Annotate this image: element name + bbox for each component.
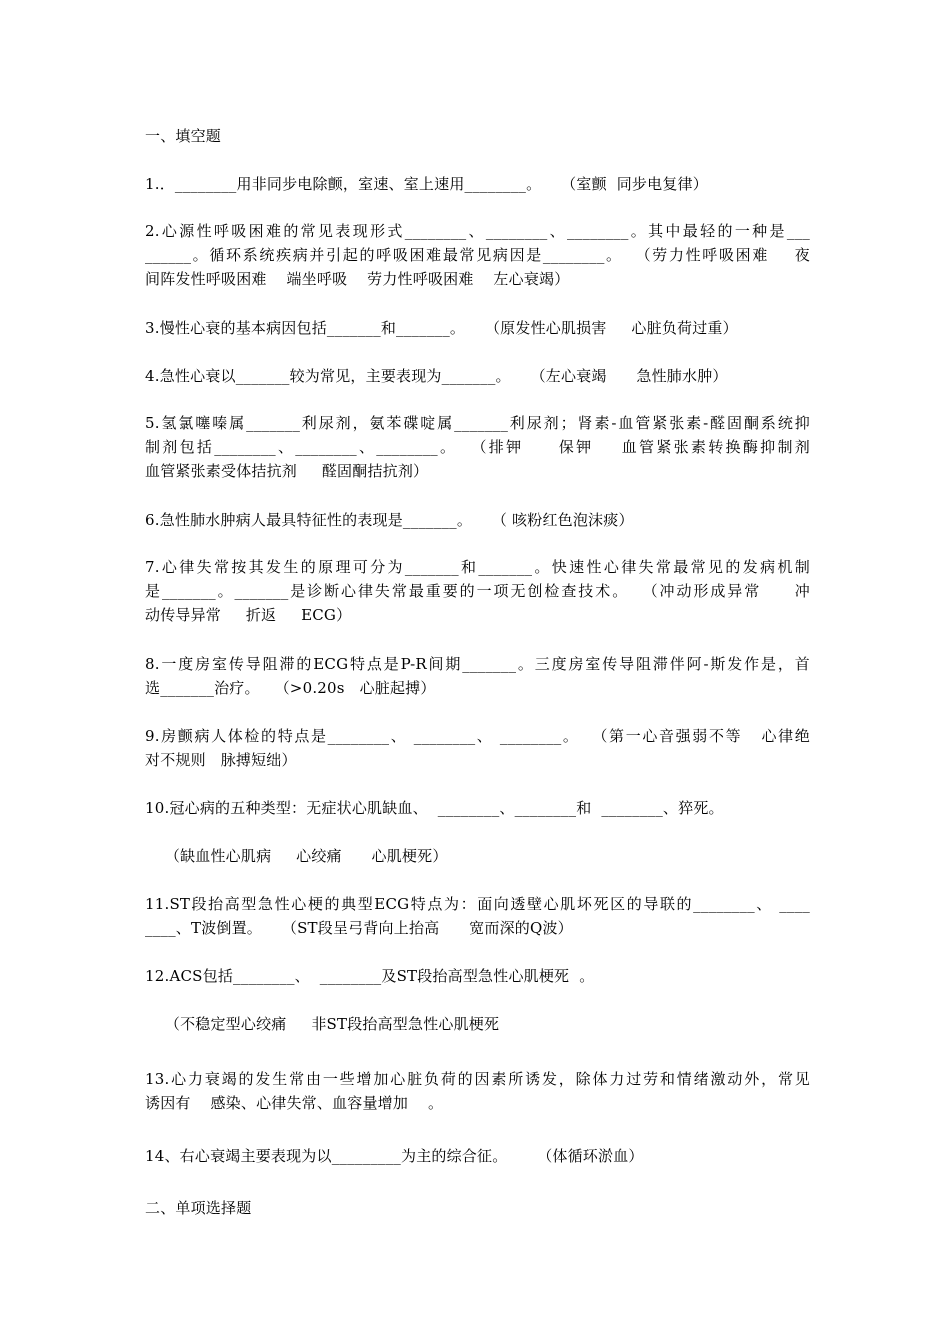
question-2-line-2: ______。循环系统疾病并引起的呼吸困难最常见病因是________。 （劳力性呼吸困难 夜 [145, 246, 810, 264]
question-5-line-1: 5.氢氯噻嗪属_______利尿剂，氨苯碟啶属_______利尿剂；肾素-血管紧张素-醛固酮系统抑 [145, 414, 810, 432]
question-1-line-1: 1.．________用非同步电除颤，室速、室上速用________。 （室颤 同步电复律） [145, 175, 708, 193]
question-2-line-1: 2.心源性呼吸困难的常见表现形式________、________、________。其中最轻的一种是___ [145, 222, 810, 240]
question-13-line-1: 13.心力衰竭的发生常由一些增加心脏负荷的因素所诱发，除体力过劳和情绪激动外，常见 [145, 1070, 810, 1088]
question-10-line-1: 10.冠心病的五种类型：无症状心肌缺血、 ________、________和 ________、猝死。 [145, 799, 724, 817]
question-5-line-3: 血管紧张素受体拮抗剂 醛固酮拮抗剂） [145, 462, 429, 480]
section-title-single-choice: 二、单项选择题 [145, 1199, 252, 1217]
question-7-line-3: 动传导异常 折返 ECG） [145, 606, 352, 624]
question-8-line-2: 选_______治疗。 （>0.20s 心脏起搏） [145, 679, 436, 697]
question-13-line-2: 诱因有 感染、心律失常、血容量增加 。 [145, 1094, 444, 1112]
question-11-line-1: 11.ST段抬高型急性心梗的典型ECG特点为：面向透壁心肌坏死区的导联的________、 ____ [145, 895, 810, 913]
question-12-line-1: 12.ACS包括________、 ________及ST段抬高型急性心肌梗死 。 [145, 967, 595, 985]
question-4-line-1: 4.急性心衰以_______较为常见，主要表现为_______。 （左心衰竭 急性肺水肿） [145, 367, 728, 385]
question-7-line-2: 是_______。_______是诊断心律失常最重要的一项无创检查技术。 （冲动形成异常 冲 [145, 582, 810, 600]
question-6-line-1: 6.急性肺水肿病人最具特征性的表现是_______。 （ 咳粉红色泡沫痰） [145, 511, 634, 529]
question-12-answer: （不稳定型心绞痛 非ST段抬高型急性心肌梗死 [145, 1015, 500, 1033]
question-9-line-2: 对不规则 脉搏短绌） [145, 751, 297, 769]
question-7-line-1: 7.心律失常按其发生的原理可分为_______和_______。快速性心律失常最常见的发病机制 [145, 558, 810, 576]
question-14-line-1: 14、右心衰竭主要表现为以_________为主的综合征。 （体循环淤血） [145, 1147, 644, 1165]
section-title-fill-blank: 一、填空题 [145, 127, 222, 145]
question-11-line-2: ____、T波倒置。 （ST段呈弓背向上抬高 宽而深的Q波） [145, 919, 573, 937]
question-3-line-1: 3.慢性心衰的基本病因包括_______和_______。 （原发性心肌损害 心脏负荷过重） [145, 319, 738, 337]
question-8-line-1: 8.一度房室传导阻滞的ECG特点是P-R间期_______。三度房室传导阻滞伴阿-斯发作是，首 [145, 655, 810, 673]
question-2-line-3: 间阵发性呼吸困难 端坐呼吸 劳力性呼吸困难 左心衰竭） [145, 270, 570, 288]
question-9-line-1: 9.房颤病人体检的特点是________、 ________、 ________。 （第一心音强弱不等 心律绝 [145, 727, 810, 745]
question-5-line-2: 制剂包括________、________、________。 （排钾 保钾 血管紧张素转换酶抑制剂 [145, 438, 810, 456]
question-10-answer: （缺血性心肌病 心绞痛 心肌梗死） [145, 847, 448, 865]
